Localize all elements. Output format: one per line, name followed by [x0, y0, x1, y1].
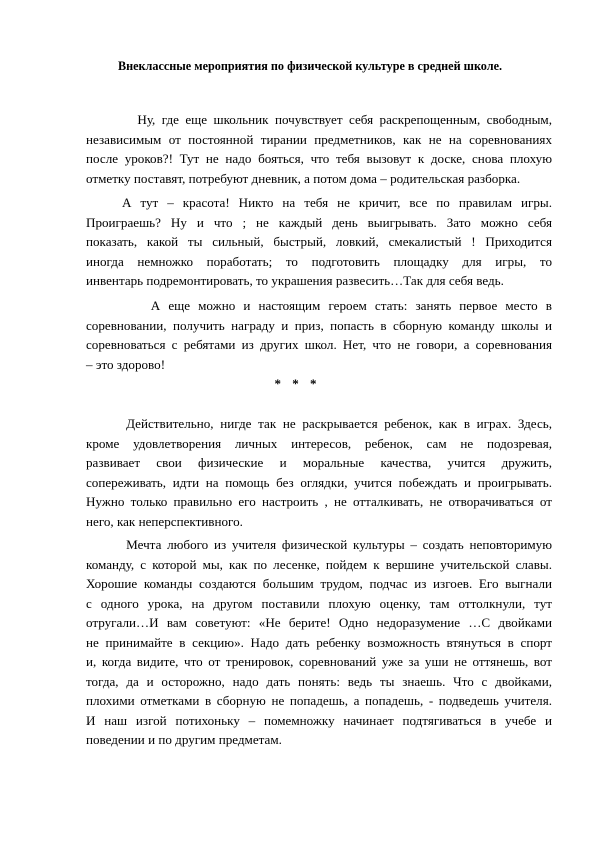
- paragraph-4: [86, 414, 552, 531]
- text-line: независимым от постоянной тирании предметников, как не на соревнованиях: [86, 131, 552, 147]
- text-line: Нужно только правильно его настроить , не отталкивать, не отворачиваться от: [86, 494, 552, 509]
- text-line: соревновании, получить награду и приз, попасть в сборную команду школы и: [86, 317, 552, 333]
- text-line: команду, с которой мы, как по лесенке, пойдем к вершине учительской славы.: [86, 556, 552, 572]
- paragraph-3: [86, 296, 552, 374]
- text-line: поведении и по другим предметам.: [86, 732, 282, 747]
- text-line: И наш изгой потихоньку – помемножку начинает подтягиваться в учебе и: [86, 712, 552, 728]
- text-line: А тут – красота! Никто на тебя не кричит, все по правилам игры.: [86, 195, 552, 210]
- text-line: плохими отметками в сборную не попадешь, а попадешь, - подведешь учителя.: [86, 693, 552, 708]
- text-line: после уроков?! Тут не надо бояться, что тебя вызовут к доске, снова плохую: [86, 151, 552, 166]
- text-line: соревноваться с ребятами из других школ. Нет, что не говори, а соревнования: [86, 337, 552, 352]
- text-line: него, как неперспективного.: [86, 513, 243, 529]
- text-line: – это здорово!: [86, 356, 166, 372]
- document-title: Внеклассные мероприятия по физической культуре в средней школе.: [117, 59, 503, 73]
- text-line: А еще можно и настоящим героем стать: занять первое место в: [86, 298, 552, 313]
- text-line: показать, какой ты сильный, быстрый, ловкий, смекалистый ! Приходится: [86, 234, 552, 249]
- section-separator: * * *: [274, 376, 321, 391]
- text-line: Хорошие команды создаются большим трудом, подчас из изгоев. Его выгнали: [86, 576, 552, 591]
- text-line: развивает свои физические и моральные качества, учится дружить,: [86, 455, 552, 470]
- paragraph-5: [86, 535, 552, 750]
- paragraph-1: [86, 110, 552, 188]
- text-line: не принимайте в секцию». Надо дать ребенку возможность втянуться в спорт: [86, 634, 552, 650]
- text-line: тогда, да и осторожно, надо дать понять: ведь ты знаешь. Что с двойками,: [86, 673, 552, 689]
- text-line: отругали…И вам советуют: «Не берите! Одно недоразумение …С двойками: [86, 615, 552, 630]
- text-line: с одного урока, на другом поставили плохую оценку, там оттолкнули, тут: [86, 595, 552, 611]
- text-line: иногда немножко поработать; то подготовить площадку для игры, то: [86, 253, 552, 269]
- text-line: отметку поставят, потребуют дневник, а потом дома – родительская разборка.: [86, 170, 521, 186]
- text-line: и, когда видите, что от тренировок, соревнований уже за уши не оттянешь, вот: [86, 654, 552, 669]
- text-line: кроме удовлетворения личных интересов, ребенок, сам не подозревая,: [86, 435, 552, 451]
- text-line: инвентарь подремонтировать, то украшения развесить…Так для себя ведь.: [86, 273, 504, 288]
- text-line: сопереживать, идти на помощь без оглядки, учится побеждать и проигрывать.: [86, 474, 552, 490]
- text-line: Мечта любого из учителя физической культуры – создать неповторимую: [86, 537, 552, 552]
- text-line: Действительно, нигде так не раскрывается ребенок, как в играх. Здесь,: [86, 416, 552, 431]
- text-line: Ну, где еще школьник почувствует себя раскрепощенным, свободным,: [86, 112, 552, 127]
- text-line: Проиграешь? Ну и что ; не каждый день выигрывать. Зато можно себя: [86, 214, 552, 230]
- paragraph-2: [86, 193, 552, 291]
